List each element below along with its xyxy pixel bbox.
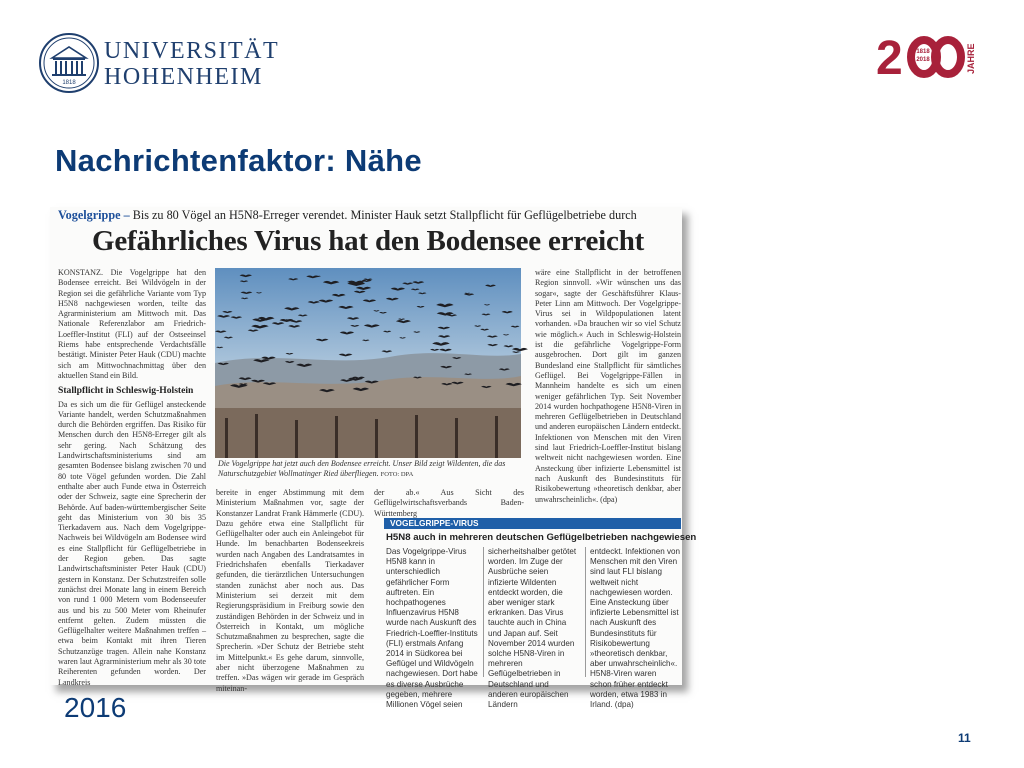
university-name [104,38,279,90]
university-line2: HOHENHEIM [104,64,263,90]
article-column-4-text: wäre eine Stallpflicht in der betroffenen Region sinnvoll. »Wir wünschen uns das sogar«, sagte der Geschäftsführer Klaus-Peter Linn am Mittwoch. Der Vogelgrippe-Virus sei in Wildpopulationen latent vorhanden. »Da brauchen wir so viel Schutz wie möglich.« Auch in Schleswig-Holstein ist die gefährliche Vogelgrippe-Form ausgebrochen. Dort gilt im ganzen Bundesland eine Stallpflicht für sämtliches Geflügel. Bei Vogelgrippe-Fällen in Mannheim handelte es sich um einen weniger gefährlichen Typ. Seit November 2014 wurden hochpathogene H5N8-Viren in mehreren Geflügelbetrieben in Deutschland und anderen europäischen Ländern entdeckt. Infektionen von Menschen mit den Viren sind laut Friedrich-Loeffler-Institut bislang weltweit nicht nachgewiesen worden. Eine Ansteckung über infizierte Lebensmittel ist nach Auskunft des Bundesinstituts für Risikobewertung »theoretisch denkbar, aber unwahrscheinlich«. (dpa) [535,268,681,504]
photo-credit: FOTO: DPA [380,471,414,478]
article-kicker [58,208,637,223]
info-box-divider [483,547,484,677]
kicker-keyword: Vogelgrippe – [58,208,130,222]
info-box-column-3: entdeckt. Infektionen von Menschen mit den Viren sind laut FLI bislang weltweit nicht nachgewiesen worden. Eine Ansteckung über infizierte Lebensmittel ist nach Auskunft des Bundesinstituts für Risikobewertung »theoretisch denkbar, aber unwahrscheinlich«. H5N8-Viren waren schon früher entdeckt worden, etwa 1983 in Irland. (dpa) [590,547,680,710]
article-column-1 [58,268,206,688]
seal-year: 1818 [62,80,76,86]
jubilee-year-end: 2018 [916,57,930,63]
jubilee-year-start: 1818 [916,49,930,55]
university-seal-logo [38,32,100,94]
article-subheading: Stallpflicht in Schleswig-Holstein [58,385,194,397]
photo-caption [218,459,522,480]
article-lead-paragraph: KONSTANZ. Die Vogelgrippe hat den Bodensee erreicht. Bei Wildvögeln in der Region sei die gefährliche Variante vom Typ H5N8 nachgewiesen worden, teilte das Agrarministerium am Mittwoch mit. Das Nationale Referenzlabor am Friedrich-Loeffler-Institut (FLI) auf der Ostseeinsel Riems habe entsprechende Verdachtsfälle bestätigt. Minister Peter Hauk (CDU) machte sich am Mittwochnachmittag über den aktuellen Stand ein Bild. [58,268,206,380]
article-column-3-text: der ab.« Aus Sicht des Geflügelwirtschaftsverbands Baden-Württemberg [374,488,524,518]
jubilee-200-years-logo [876,30,986,85]
slide-title: Nachrichtenfaktor: Nähe [55,143,422,178]
article-headline: Gefährliches Virus hat den Bodensee erreicht [92,225,645,257]
photo-caption-text: Die Vogelgrippe hat jetzt auch den Bodensee erreicht. Unser Bild zeigt Wildenten, die das Naturschutzgebiet Wollmatinger Ried überfliegen. [218,459,506,478]
university-line1: UNIVERSITÄT [104,38,280,64]
article-column-3 [374,488,524,519]
article-column-2 [216,488,364,694]
article-body-paragraph: Da es sich um die für Geflügel ansteckende Variante handelt, werden Schutzmaßnahmen durch die Behörden ergriffen. Das Risiko für Menschen durch den H5N8-Erreger gilt als sehr gering. Nach Schätzung des Landwirtschaftsministeriums sind am gesamten Bodensee bislang zwischen 70 und 80 tote Vögel gefunden worden. Die Zahl enthalte aber auch Funde etwa in Österreich oder der Schweiz, sagte eine Sprecherin der Behörde. Auf baden-württembergischer Seite geht das Ministerium von 30 bis 35 Tierkadavern aus. Nach dem Vogelgrippe-Nachweis bei Wildvögeln am Bodensee wird es eine Stallpflicht für Geflügelbetriebe in der Region geben. Das sagte Landwirtschaftsminister Peter Hauk (CDU) gestern in Konstanz. Der Schutzstreifen solle zunächst drei Monate lang in einem Bereich von rund 1 000 Metern vom Bodenseeufer aus und bis zu 500 Meter vom Rheinufer entfernt gelten. Zudem müssten die Geflügelhalter weitere Maßnahmen treffen – etwa beim Kontakt mit ihren Tieren Schutzanzüge tragen. Allein nahe Konstanz waren laut Agrarministerium mehr als 30 tote Reiherenten gefunden worden. Der Landkreis [58,399,206,687]
info-box-column-2: sicherheitshalber getötet worden. Im Zuge der Ausbrüche seien infizierte Wildenten entdeckt worden, die aber weniger stark erkranken. Das Virus tauchte auch in China und Japan auf. Seit November 2014 wurden solche H5N8-Viren in mehreren Geflügelbetrieben in Deutschland und anderen europäischen Ländern [488,547,577,710]
article-column-4 [535,268,681,505]
jubilee-label: JAHRE [966,43,976,74]
article-column-2-text: bereite in enger Abstimmung mit dem Ministerium Maßnahmen vor, sagte der Konstanzer Landrat Frank Hämmerle (CDU). Dazu gehöre etwa eine Stallpflicht für Geflügelhalter oder auch ein Anleingebot für Hunde. Im benachbarten Bodenseekreis wurden nach Angaben des Landratsamtes in Friedrichshafen ebenfalls Tierkadaver gefunden, die tierärztlichen Untersuchungen standen zunächst aber noch aus. Das Ministerium sei derzeit mit dem Regierungspräsidium in Freiburg sowie den zuständigen Behörden in der Schweiz und in Österreich in Kontakt, um mögliche Schutzmaßnahmen zu besprechen, sagte die Sprecherin. »Der Schutz der Betriebe steht im Mittelpunkt.« Es gehe darum, sinnvolle, aber nicht überzogene Maßnahmen zu treffen. »Das wägen wir gerade im Gespräch miteinan- [216,488,364,693]
page-number: 11 [958,731,971,745]
wild-ducks-photo [215,268,521,458]
info-box-column-1: Das Vogelgrippe-Virus H5N8 kann in unterschiedlich gefährlicher Form auftreten. Ein hochpathogenes Influenzavirus H5N8 wurde nach Auskunft des Friedrich-Loeffler-Instituts (FLI) erstmals Anfang 2014 in Südkorea bei Geflügel und Wildvögeln nachgewiesen. Dort habe es diverse Ausbrüche gegeben, mehrere Millionen Vögel seien [386,547,478,710]
info-box-divider [585,547,586,677]
kicker-text: Bis zu 80 Vögel an H5N8-Erreger verendet. Minister Hauk setzt Stallpflicht für Geflügelbetriebe durch [129,208,637,222]
publication-year: 2016 [64,692,127,723]
info-box-headline: H5N8 auch in mehreren deutschen Geflügelbetrieben nachgewiesen [386,532,697,543]
info-box-label: VOGELGRIPPE-VIRUS [384,518,681,529]
svg-text:2: 2 [876,32,900,85]
